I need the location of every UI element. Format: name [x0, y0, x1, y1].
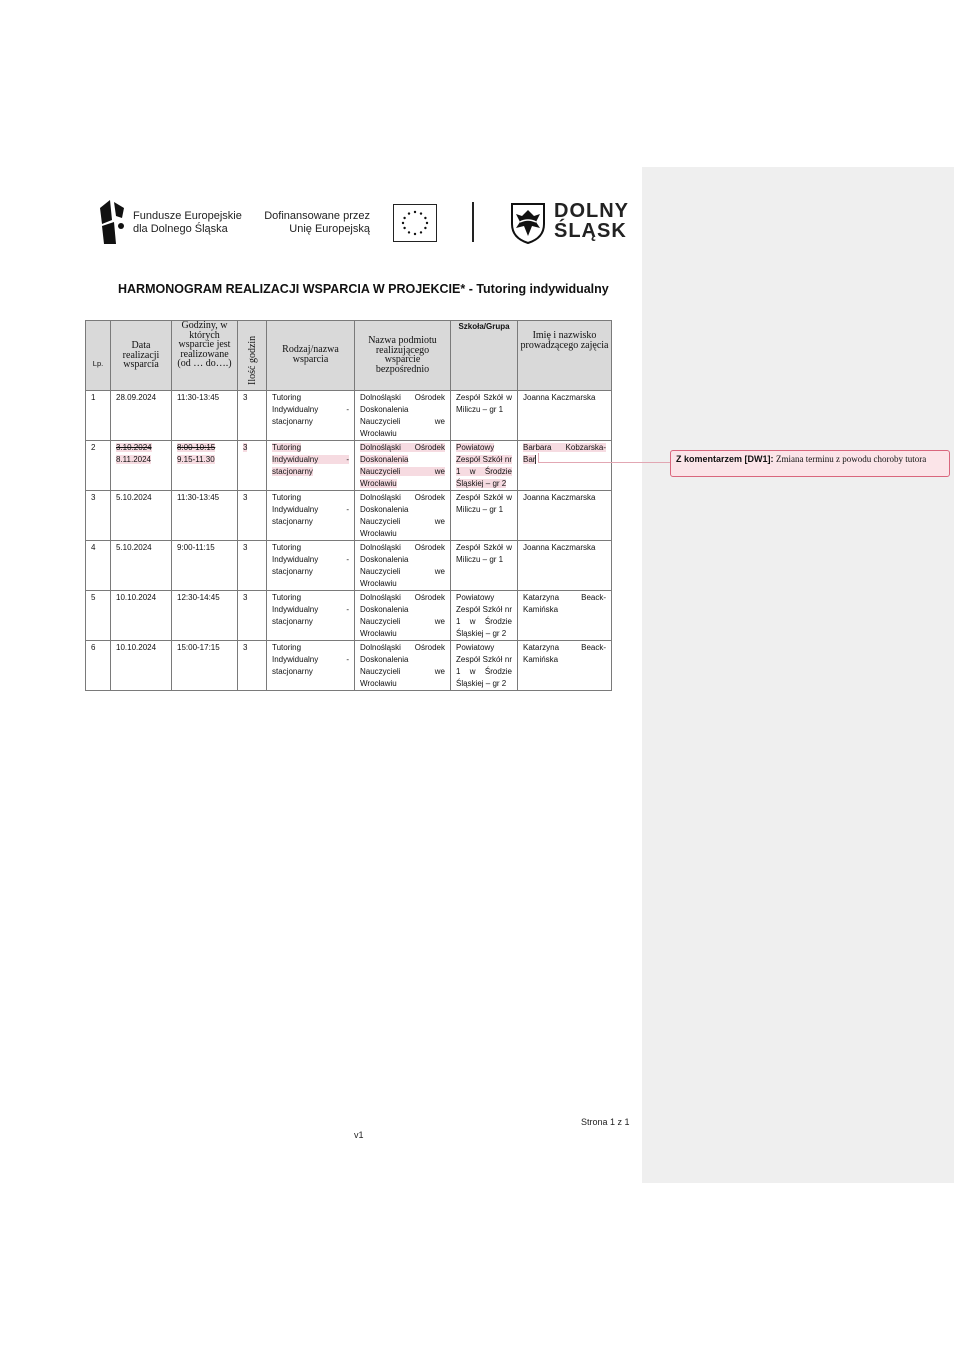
cell-hours: 11:30-13:45: [172, 391, 238, 441]
deleted-hours: 8:00-10:15: [177, 443, 216, 452]
header-entity: Nazwa podmiotu realizującego wsparcie bezpośrednio: [355, 321, 451, 391]
cell-type: Tutoring Indywidualny - stacjonarny: [267, 591, 355, 641]
cell-date: 10.10.2024: [111, 641, 172, 691]
cell-school: Zespół Szkół w Miliczu – gr 1: [451, 491, 518, 541]
cell-school: Powiatowy Zespół Szkół nr 1 w Środzie Śląskiej – gr 2: [451, 641, 518, 691]
cell-tutor: Joanna Kaczmarska: [518, 541, 612, 591]
comment-author: Z komentarzem [DW1]:: [676, 454, 774, 464]
cell-count: 3: [238, 441, 267, 491]
header-support-type: Rodzaj/nazwa wsparcia: [267, 321, 355, 391]
comments-margin: [642, 167, 954, 1183]
cell-count: 3: [238, 491, 267, 541]
table-row-revised: [86, 441, 612, 491]
header-tutor: Imię i nazwisko prowadzącego zajęcia: [518, 321, 612, 391]
table-row: [86, 591, 612, 641]
cell-entity: Dolnośląski Ośrodek Doskonalenia Nauczycieli we Wrocławiu: [355, 541, 451, 591]
cell-lp: 4: [86, 541, 111, 591]
page-title: HARMONOGRAM REALIZACJI WSPARCIA W PROJEKCIE* - Tutoring indywidualny: [118, 282, 609, 296]
logo-divider: [472, 202, 474, 242]
cell-count: 3: [238, 641, 267, 691]
cell-date: 5.10.2024: [111, 491, 172, 541]
dolny-slask-wordmark: DOLNY ŚLĄSK: [554, 200, 629, 242]
eu-cofinancing-text: Dofinansowane przez Unię Europejską: [264, 210, 370, 235]
cell-lp: 3: [86, 491, 111, 541]
dolny-slask-crest-icon: [510, 202, 546, 244]
cell-count: 3: [238, 591, 267, 641]
cell-type: Tutoring Indywidualny - stacjonarny: [267, 491, 355, 541]
cell-hours: 15:00-17:15: [172, 641, 238, 691]
table-row: [86, 491, 612, 541]
cell-count: 3: [238, 391, 267, 441]
comment-balloon[interactable]: [670, 450, 950, 477]
cell-tutor: Katarzyna Beack-Kamińska: [518, 641, 612, 691]
cell-hours: 12:30-14:45: [172, 591, 238, 641]
table-row: [86, 641, 612, 691]
cell-hours: [172, 441, 238, 491]
cell-entity: Dolnośląski Ośrodek Doskonalenia Nauczycieli we Wrocławiu: [355, 591, 451, 641]
cell-count: 3: [238, 541, 267, 591]
cell-school: Powiatowy Zespół Szkół nr 1 w Środzie Śląskiej – gr 2: [451, 591, 518, 641]
cell-date: [111, 441, 172, 491]
cell-type: Tutoring Indywidualny - stacjonarny: [267, 391, 355, 441]
cell-hours: 9:00-11:15: [172, 541, 238, 591]
cell-lp: 6: [86, 641, 111, 691]
cell-school: Zespół Szkół w Miliczu – gr 1: [451, 391, 518, 441]
cell-date: 28.09.2024: [111, 391, 172, 441]
cell-lp: 5: [86, 591, 111, 641]
table-header-row: [86, 321, 612, 391]
eu-flag-icon: [393, 204, 437, 242]
cell-lp: 2: [86, 441, 111, 491]
schedule-table: [85, 320, 612, 691]
cell-type: Tutoring Indywidualny - stacjonarny: [267, 641, 355, 691]
inserted-hours: 9.15-11.30: [177, 455, 215, 464]
cell-hours: 11:30-13:45: [172, 491, 238, 541]
cell-date: 5.10.2024: [111, 541, 172, 591]
cell-school: Powiatowy Zespół Szkół nr 1 w Środzie Śląskiej – gr 2: [451, 441, 518, 491]
version-label: v1: [354, 1130, 364, 1140]
cell-entity: Dolnośląski Ośrodek Doskonalenia Nauczycieli we Wrocławiu: [355, 491, 451, 541]
page-number: Strona 1 z 1: [581, 1117, 630, 1127]
cell-type: Tutoring Indywidualny - stacjonarny: [267, 441, 355, 491]
header-date: Data realizacji wsparcia: [111, 321, 172, 391]
deleted-date: 3.10.2024: [116, 443, 152, 452]
cell-school: Zespół Szkół w Miliczu – gr 1: [451, 541, 518, 591]
cell-tutor: Katarzyna Beack-Kamińska: [518, 591, 612, 641]
cell-date: 10.10.2024: [111, 591, 172, 641]
cell-tutor[interactable]: [518, 441, 612, 491]
cell-entity: Dolnośląski Ośrodek Doskonalenia Nauczycieli we Wrocławiu: [355, 441, 451, 491]
cell-type: Tutoring Indywidualny - stacjonarny: [267, 541, 355, 591]
header-hours: Godziny, w których wsparcie jest realizowane (od … do….): [172, 321, 238, 391]
cell-tutor: Joanna Kaczmarska: [518, 391, 612, 441]
cell-entity: Dolnośląski Ośrodek Doskonalenia Nauczycieli we Wrocławiu: [355, 391, 451, 441]
table-row: [86, 541, 612, 591]
fundusze-europejskie-logo-icon: [98, 198, 126, 246]
inserted-date: 8.11.2024: [116, 455, 151, 464]
header-hour-count: Ilość godzin: [238, 321, 267, 391]
cell-entity: Dolnośląski Ośrodek Doskonalenia Nauczycieli we Wrocławiu: [355, 641, 451, 691]
logo-bar: [88, 186, 636, 258]
header-school: Szkoła/Grupa: [451, 321, 518, 391]
comment-connector-line: [538, 462, 670, 463]
commented-text[interactable]: Barbara Kobzarska-Bar: [523, 443, 606, 464]
comment-text: Zmiana terminu z powodu choroby tutora: [776, 454, 927, 464]
header-lp: Lp.: [86, 321, 111, 391]
cell-tutor: Joanna Kaczmarska: [518, 491, 612, 541]
cell-lp: 1: [86, 391, 111, 441]
table-row: [86, 391, 612, 441]
fe-program-name: Fundusze Europejskie dla Dolnego Śląska: [133, 210, 242, 235]
